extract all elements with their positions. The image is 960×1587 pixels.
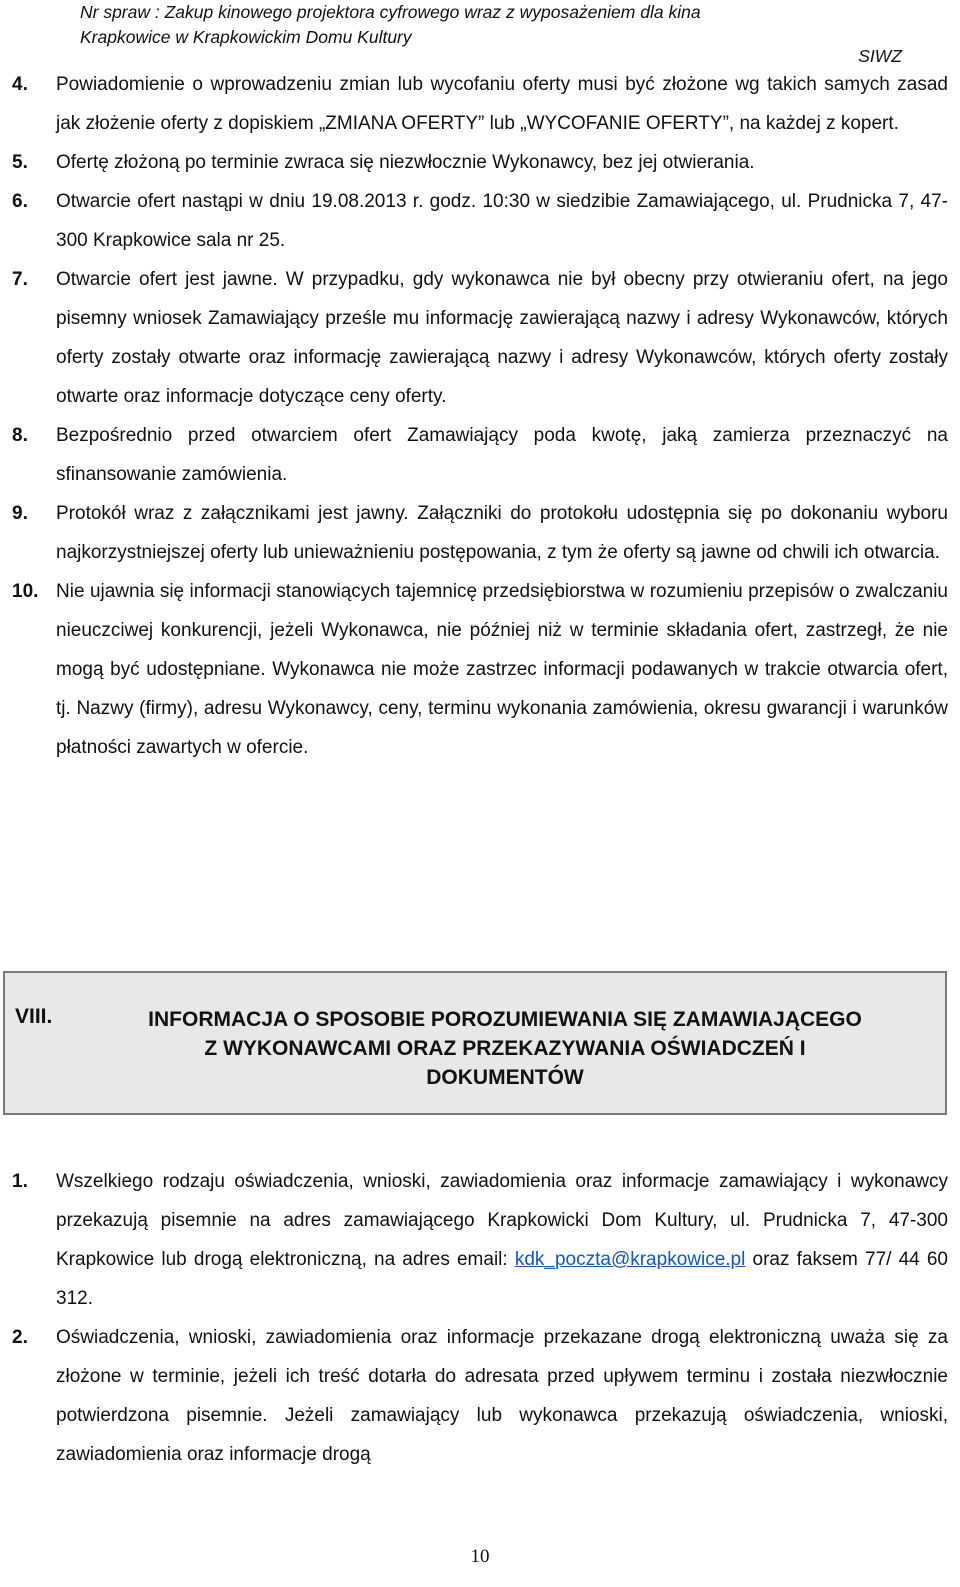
item-text: Otwarcie ofert nastąpi w dniu 19.08.2013 r. godz. 10:30 w siedzibie Zamawiającego, ul. Prudnicka 7, 47-300 Krapkowice sala nr 25. bbox=[56, 191, 948, 251]
item-text: Otwarcie ofert jest jawne. W przypadku, gdy wykonawca nie był obecny przy otwieraniu ofert, na jego pisemny wniosek Zamawiający prześle mu informację zawierającą nazwy i adresy Wykonawców, których oferty zostały otwarte oraz informację zawierającą nazwy i adresy Wykonawców, których oferty zostały otwarte oraz informacje dotyczące ceny oferty. bbox=[56, 269, 948, 407]
item-text: Ofertę złożoną po terminie zwraca się niezwłocznie Wykonawcy, bez jej otwierania. bbox=[56, 152, 755, 173]
list-item-8 bbox=[0, 416, 960, 494]
list-item-4 bbox=[0, 65, 960, 143]
item-text: Oświadczenia, wnioski, zawiadomienia oraz informacje przekazane drogą elektroniczną uważa się za złożone w terminie, jeżeli ich treść dotarła do adresata przed upływem terminu i została niezwłocznie potwierdzona pisemnie. Jeżeli zamawiający lub wykonawca przekazują oświadczenia, wnioski, zawiadomienia oraz informacje drogą bbox=[56, 1327, 948, 1465]
item-number: 7. bbox=[12, 269, 28, 290]
item-text-before: Wszelkiego rodzaju oświadczenia, wnioski, zawiadomienia oraz informacje zamawiający i wykonawcy przekazują pisemnie na adres zamawiającego Krapkowicki Dom Kultury, ul. Prudnicka 7, 47-300 Krapkowice lub drogą elektroniczną, na adres email: bbox=[56, 1171, 948, 1270]
list-item-6 bbox=[0, 182, 960, 260]
header-line-2: Krapkowice w Krapkowickim Domu Kultury bbox=[80, 27, 412, 47]
email-link[interactable]: kdk_poczta@krapkowice.pl bbox=[514, 1249, 746, 1270]
list-item-7 bbox=[0, 260, 960, 416]
page-number: 10 bbox=[470, 1546, 490, 1567]
list-item-1 bbox=[0, 1162, 960, 1318]
item-number: 1. bbox=[12, 1171, 28, 1192]
numbered-list-top bbox=[0, 65, 960, 767]
list-item-9 bbox=[0, 494, 960, 572]
item-text bbox=[56, 1162, 948, 1318]
item-number: 8. bbox=[12, 425, 28, 446]
item-number: 10. bbox=[12, 581, 39, 602]
numbered-list-bottom bbox=[0, 1162, 960, 1474]
section-number: VIII. bbox=[15, 1005, 53, 1028]
item-number: 4. bbox=[12, 74, 28, 95]
item-text: Powiadomienie o wprowadzeniu zmian lub wycofaniu oferty musi być złożone wg takich samych zasad jak złożenie oferty z dopiskiem „ZMIANA OFERTY” lub „WYCOFANIE OFERTY”, na każdej z kopert. bbox=[56, 74, 948, 134]
header-line-1: Nr spraw : Zakup kinowego projektora cyfrowego wraz z wyposażeniem dla kina bbox=[80, 2, 701, 22]
item-number: 5. bbox=[12, 152, 28, 173]
section-title-line-3: DOKUMENTÓW bbox=[426, 1066, 584, 1089]
item-text: Protokół wraz z załącznikami jest jawny. Załączniki do protokołu udostępnia się po dokonaniu wyboru najkorzystniejszej oferty lub unieważnieniu postępowania, z tym że oferty są jawne od chwili ich otwarcia. bbox=[56, 503, 948, 563]
section-heading-box bbox=[3, 971, 947, 1115]
list-item-2 bbox=[0, 1318, 960, 1474]
list-item-10 bbox=[0, 572, 960, 767]
item-number: 9. bbox=[12, 503, 28, 524]
list-item-5 bbox=[0, 143, 960, 182]
section-title-line-1: INFORMACJA O SPOSOBIE POROZUMIEWANIA SIĘ ZAMAWIAJĄCEGO bbox=[148, 1008, 862, 1031]
document-header bbox=[80, 0, 900, 50]
section-title-line-2: Z WYKONAWCAMI ORAZ PRZEKAZYWANIA OŚWIADCZEŃ I bbox=[204, 1037, 806, 1060]
item-number: 2. bbox=[12, 1327, 28, 1348]
item-text: Nie ujawnia się informacji stanowiących tajemnicę przedsiębiorstwa w rozumieniu przepisów o zwalczaniu nieuczciwej konkurencji, jeżeli Wykonawca, nie później niż w terminie składania ofert, zastrzegł, że nie mogą być udostępniane. Wykonawca nie może zastrzec informacji podawanych w trakcie otwarcia ofert, tj. Nazwy (firmy), adresu Wykonawcy, ceny, terminu wykonania zamówienia, okresu gwarancji i warunków płatności zawartych w ofercie. bbox=[56, 581, 948, 758]
item-text-after: oraz faksem 77/ 44 60 312. bbox=[56, 1249, 949, 1309]
section-title bbox=[85, 1005, 925, 1092]
item-text: Bezpośrednio przed otwarciem ofert Zamawiający poda kwotę, jaką zamierza przeznaczyć na sfinansowanie zamówienia. bbox=[56, 425, 948, 485]
item-number: 6. bbox=[12, 191, 28, 212]
siwz-label: SIWZ bbox=[858, 46, 902, 66]
